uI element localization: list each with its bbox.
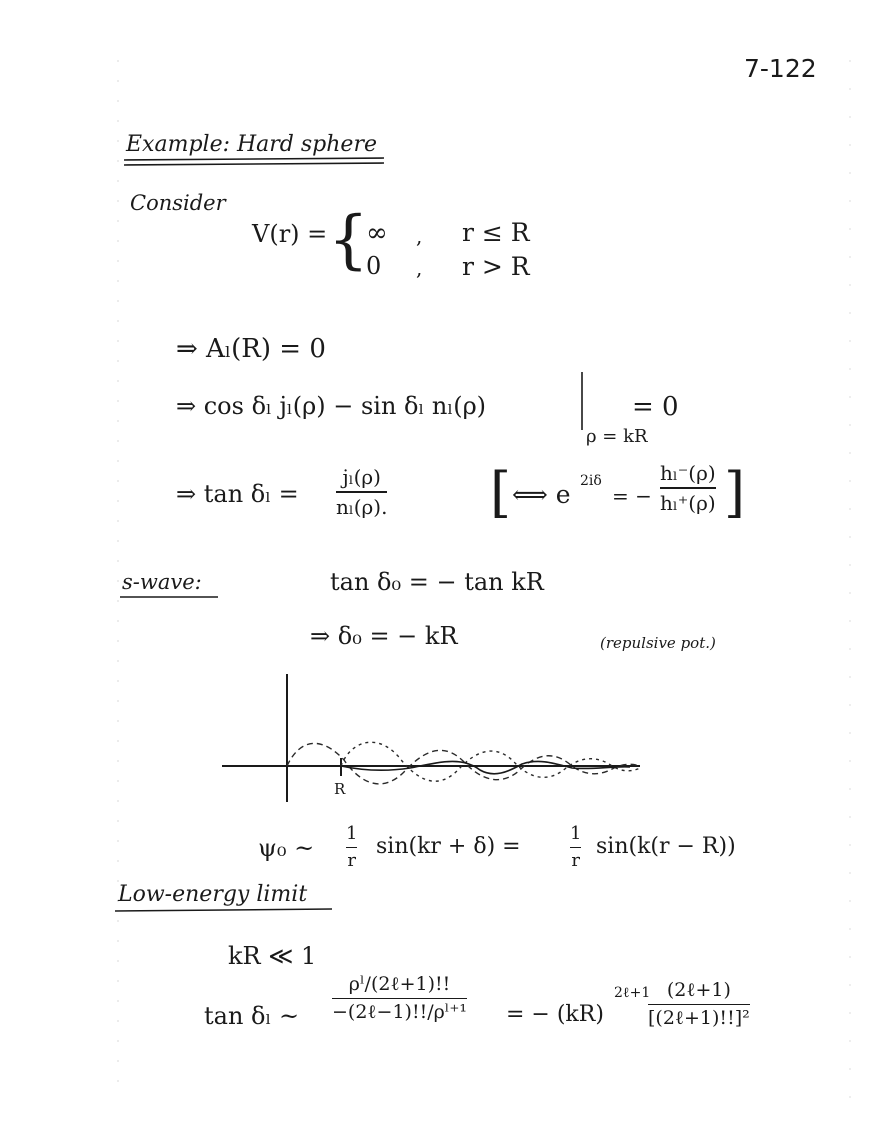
comma-1: , xyxy=(416,224,423,248)
consider-label: Consider xyxy=(130,191,226,215)
psi-f1-bar xyxy=(346,847,357,849)
hankel-numerator: hₗ⁻(ρ) xyxy=(660,461,716,485)
psi-f2-denominator: r xyxy=(571,850,581,872)
potential-case1-condition: r ≤ R xyxy=(462,218,530,247)
boundary-condition: ⇒ Aₗ(R) = 0 xyxy=(176,334,326,364)
low-energy-lhs: tan δₗ ~ xyxy=(204,1002,300,1030)
psi-f1-denominator: r xyxy=(347,850,357,872)
bracket-exponent: 2iδ xyxy=(580,473,602,489)
potential-lhs: V(r) = xyxy=(252,220,328,248)
psi-f2-bar xyxy=(570,847,581,849)
low-energy-eq: = − (kR) xyxy=(506,1002,604,1027)
low-energy-bar xyxy=(332,998,467,1000)
left-brace: { xyxy=(328,203,369,277)
s-wave-label: s-wave: xyxy=(122,570,202,594)
psi-end: sin(k(r − R)) xyxy=(596,834,736,859)
s-wave-equation: tan δ₀ = − tan kR xyxy=(330,568,544,596)
potential-case1-value: ∞ xyxy=(366,218,388,248)
right-bracket: ] xyxy=(724,461,746,524)
s-wave-note: (repulsive pot.) xyxy=(600,634,716,652)
hankel-denominator: hₗ⁺(ρ) xyxy=(660,490,716,515)
tan-delta-lhs: ⇒ tan δₗ = xyxy=(176,480,299,508)
page-title: Example: Hard sphere xyxy=(126,132,377,157)
psi-lhs: ψ₀ ~ xyxy=(258,834,315,862)
psi-f1-numerator: 1 xyxy=(346,823,358,844)
psi-f2-numerator: 1 xyxy=(570,823,582,844)
potential-case2-condition: r > R xyxy=(462,252,530,281)
free-wave xyxy=(287,743,640,784)
fraction-numerator: jₗ(ρ) xyxy=(342,465,381,489)
psi-middle: sin(kr + δ) = xyxy=(376,834,521,859)
psi-fraction-1 xyxy=(346,824,357,871)
psi-fraction-2 xyxy=(570,824,581,871)
fraction-denominator: nₗ(ρ). xyxy=(336,494,388,519)
low-energy-denominator: −(2ℓ−1)!!/ρˡ⁺¹ xyxy=(332,1001,468,1024)
phase-shift-condition: ⇒ cos δₗ jₗ(ρ) − sin δₗ nₗ(ρ) xyxy=(176,392,487,420)
evaluation-point: ρ = kR xyxy=(586,426,648,447)
potential-case2-value: 0 xyxy=(366,252,382,280)
left-bracket: [ xyxy=(490,461,512,524)
result-denominator: [(2ℓ+1)!!]² xyxy=(648,1007,750,1030)
low-energy-fraction xyxy=(332,974,467,1023)
low-energy-exponent: 2ℓ+1 xyxy=(614,985,651,1001)
phase-shift-rhs: = 0 xyxy=(632,392,679,422)
low-energy-numerator: ρˡ/(2ℓ+1)!! xyxy=(348,973,451,995)
result-bar xyxy=(648,1004,750,1006)
low-energy-heading: Low-energy limit xyxy=(118,882,308,907)
low-energy-condition: kR ≪ 1 xyxy=(228,942,317,970)
radius-label: R xyxy=(334,780,346,798)
comma-2: , xyxy=(416,256,423,280)
s-wave-phase: ⇒ δ₀ = − kR xyxy=(310,622,458,650)
low-energy-result-fraction xyxy=(648,980,750,1029)
shifted-wave xyxy=(341,742,640,781)
bracket-lhs: ⟺ e xyxy=(512,480,571,509)
result-numerator: (2ℓ+1) xyxy=(666,979,731,1001)
bracket-equals: = − xyxy=(612,484,652,508)
page-number: 7-122 xyxy=(744,54,817,83)
hard-sphere-wave xyxy=(341,761,630,773)
